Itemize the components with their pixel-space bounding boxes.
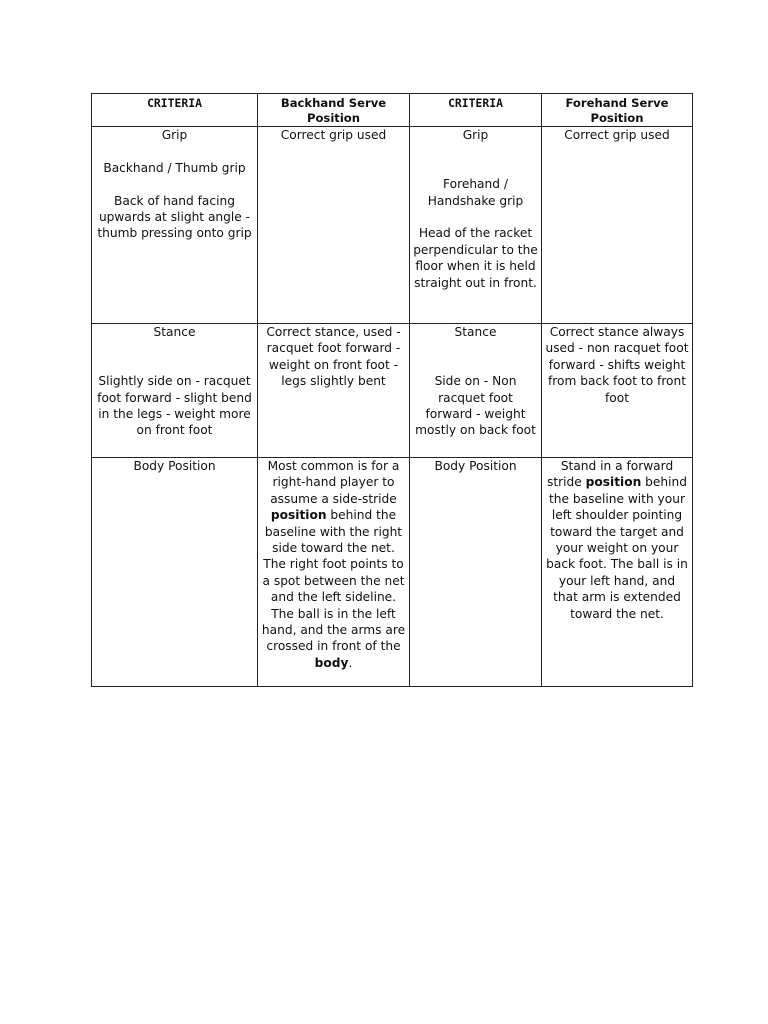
grip-title-2: Grip — [462, 128, 489, 142]
forehand-body-position-text — [542, 458, 693, 687]
header-criteria-1: CRITERIA — [92, 94, 258, 127]
grip-criteria-cell-2 — [410, 127, 542, 324]
body-position-criteria-cell: Body Position — [92, 458, 258, 687]
backhand-body-bold-1: position — [270, 508, 327, 523]
backhand-body-text-3: . — [348, 655, 353, 670]
forehand-body-text-1: Stand in a forward stride — [547, 459, 674, 490]
backhand-grip-detail: Back of hand facing upwards at slight angle - thumb pressing onto grip — [97, 193, 252, 241]
stance-criteria-cell — [92, 324, 258, 458]
backhand-body-position-text — [258, 458, 410, 687]
stance-criteria-cell-2 — [410, 324, 542, 458]
forehand-stance-detail: Side on - Non racquet foot forward - weight mostly on back foot — [415, 374, 536, 438]
forehand-stance-result: Correct stance always used - non racquet foot forward - shifts weight from back foot to front foot — [542, 324, 693, 458]
forehand-body-bold-1: position — [585, 475, 642, 490]
criteria-table — [91, 93, 693, 687]
header-row — [92, 94, 693, 127]
grip-row — [92, 127, 693, 324]
body-position-row — [92, 458, 693, 687]
backhand-stance-detail: Slightly side on - racquet foot forward - slight bend in the legs - weight more on front foot — [97, 374, 252, 438]
stance-row — [92, 324, 693, 458]
forehand-grip-name: Forehand / Handshake grip — [427, 177, 524, 208]
backhand-body-text-1: Most common is for a right-hand player to assume a side-stride — [267, 459, 400, 506]
backhand-grip-result: Correct grip used — [258, 127, 410, 324]
grip-title: Grip — [161, 128, 188, 142]
stance-title-2: Stance — [454, 325, 497, 339]
backhand-grip-name: Backhand / Thumb grip — [103, 160, 246, 175]
stance-title: Stance — [153, 325, 196, 339]
grip-criteria-cell — [92, 127, 258, 324]
backhand-stance-result: Correct stance, used - racquet foot forward - weight on front foot - legs slightly bent — [258, 324, 410, 458]
header-forehand-serve: Forehand Serve Position — [542, 94, 693, 127]
forehand-body-text-2: behind the baseline with your left shoulder pointing toward the target and your weight on your back foot. The ball is in your left hand, and that arm is extended toward the net. — [546, 475, 688, 621]
header-criteria-2: CRITERIA — [410, 94, 542, 127]
body-position-criteria-cell-2: Body Position — [410, 458, 542, 687]
header-backhand-serve: Backhand Serve Position — [258, 94, 410, 127]
forehand-grip-result: Correct grip used — [542, 127, 693, 324]
forehand-grip-detail: Head of the racket perpendicular to the floor when it is held straight out in front. — [413, 226, 538, 290]
backhand-body-text-2: behind the baseline with the right side toward the net. The right foot points to a spot between the net and the left sideline. The ball is in the left hand, and the arms are crossed in front of the — [261, 508, 406, 654]
backhand-body-bold-2: body — [314, 655, 349, 670]
